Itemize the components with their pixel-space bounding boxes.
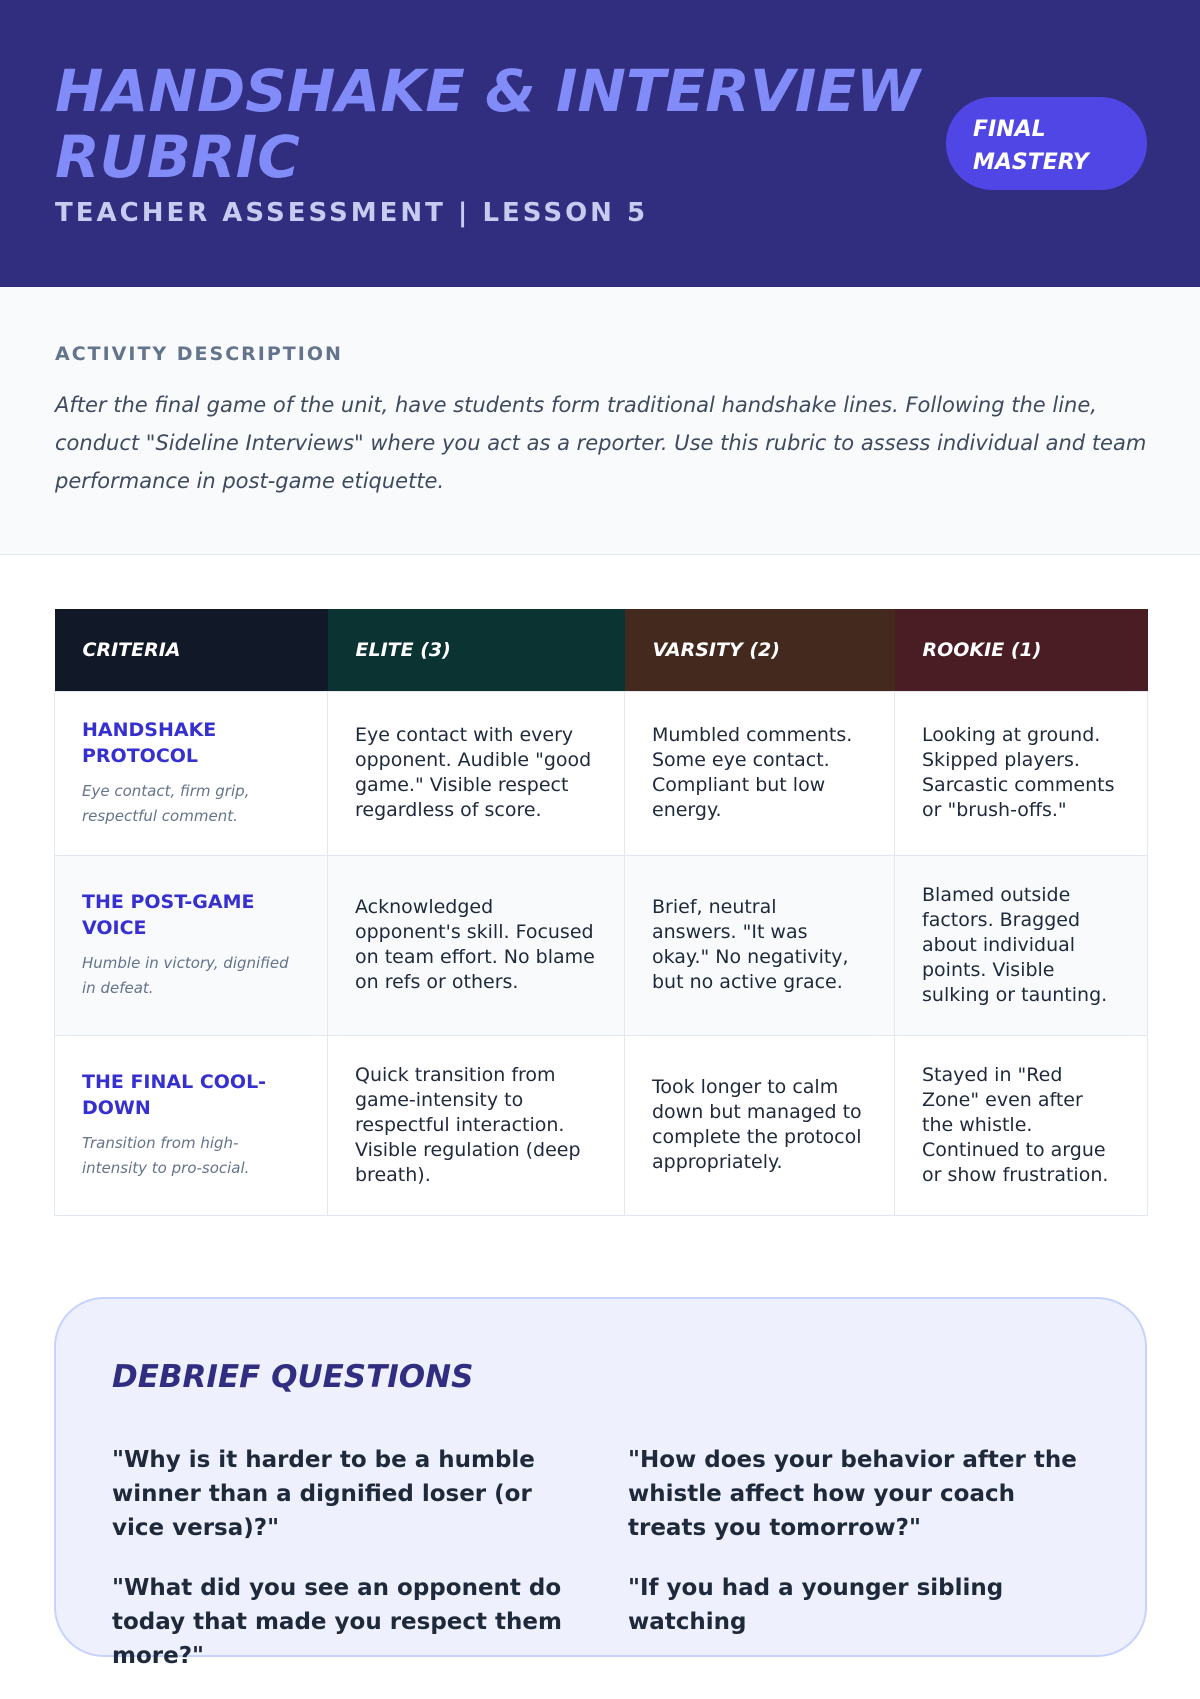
column-header-criteria: CRITERIA: [55, 609, 328, 691]
table-row: [55, 691, 1148, 855]
debrief-question: "Why is it harder to be a humble winner than a dignified loser (or vice versa)?": [112, 1447, 535, 1541]
debrief-question: "If you had a younger sibling watching: [628, 1575, 1004, 1635]
criteria-cell: [55, 691, 328, 855]
criteria-title: THE POST-GAME VOICE: [82, 891, 255, 939]
elite-cell: Quick transition from game-intensity to respectful interaction. Visible regulation (deep breath).: [328, 1035, 625, 1215]
criteria-description: Transition from high-intensity to pro-social.: [82, 1134, 250, 1177]
debrief-question: "What did you see an opponent do today that made you respect them more?": [112, 1575, 562, 1669]
column-header-varsity: VARSITY (2): [625, 609, 895, 691]
activity-description-label: ACTIVITY DESCRIPTION: [55, 343, 343, 365]
final-mastery-badge: FINAL MASTERY: [946, 97, 1147, 190]
rookie-cell: Looking at ground. Skipped players. Sarcastic comments or "brush-offs.": [895, 691, 1148, 855]
criteria-title: THE FINAL COOL-DOWN: [82, 1071, 267, 1119]
varsity-cell: Mumbled comments. Some eye contact. Compliant but low energy.: [625, 691, 895, 855]
criteria-description: Eye contact, firm grip, respectful comment.: [82, 782, 250, 825]
criteria-cell: [55, 1035, 328, 1215]
activity-description-text: After the final game of the unit, have students form traditional handshake lines. Following the line, conduct "Sideline Interviews" where you act as a reporter. Use this rubric to assess individual and team performance in post-game etiquette.: [55, 393, 1147, 493]
elite-cell: Acknowledged opponent's skill. Focused on team effort. No blame on refs or others.: [328, 855, 625, 1035]
rubric-header-row: [55, 609, 1148, 691]
table-row: [55, 1035, 1148, 1215]
column-header-rookie: ROOKIE (1): [895, 609, 1148, 691]
rookie-cell: Stayed in "Red Zone" even after the whistle. Continued to argue or show frustration.: [895, 1035, 1148, 1215]
page-title: HANDSHAKE & INTERVIEW RUBRIC: [55, 57, 920, 191]
elite-cell: Eye contact with every opponent. Audible "good game." Visible respect regardless of score.: [328, 691, 625, 855]
rubric-table: [54, 609, 1148, 1216]
activity-description-section: [0, 287, 1200, 555]
page-subtitle: TEACHER ASSESSMENT | LESSON 5: [55, 198, 649, 228]
criteria-description: Humble in victory, dignified in defeat.: [82, 954, 289, 997]
rookie-cell: Blamed outside factors. Bragged about individual points. Visible sulking or taunting.: [895, 855, 1148, 1035]
debrief-title: DEBRIEF QUESTIONS: [112, 1359, 474, 1395]
debrief-question: "How does your behavior after the whistle affect how your coach treats you tomorrow?": [628, 1447, 1077, 1541]
criteria-title: HANDSHAKE PROTOCOL: [82, 719, 217, 767]
debrief-questions-left: [112, 1443, 582, 1699]
varsity-cell: Took longer to calm down but managed to complete the protocol appropriately.: [625, 1035, 895, 1215]
table-row: [55, 855, 1148, 1035]
varsity-cell: Brief, neutral answers. "It was okay." No negativity, but no active grace.: [625, 855, 895, 1035]
debrief-questions-card: [54, 1297, 1147, 1669]
column-header-elite: ELITE (3): [328, 609, 625, 691]
header-banner: [0, 0, 1200, 287]
criteria-cell: [55, 855, 328, 1035]
debrief-questions-right: [628, 1443, 1098, 1665]
